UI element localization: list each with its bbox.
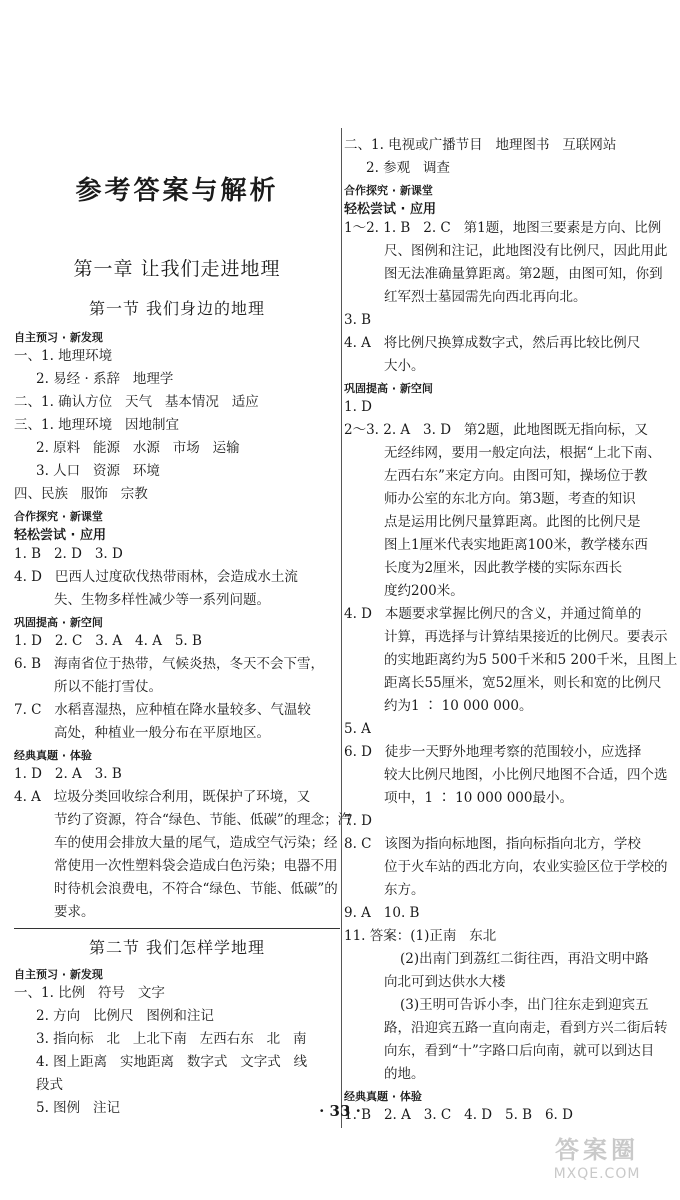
answer-line: 图无法准确量算距离。第2题，由图可知，你到 <box>384 266 663 282</box>
answer-line: 4. 图上距离 实地距离 数字式 文字式 线 <box>36 1054 308 1070</box>
answer-line: 的实地距离约为5 500千米和5 200千米，且图上 <box>384 652 678 668</box>
answer-line: 图上1厘米代表实地距离100米，教学楼东西 <box>384 537 648 553</box>
answer-line: 项中，1 ∶ 10 000 000最小。 <box>384 790 573 806</box>
page-number: · 33 · <box>319 1102 361 1120</box>
answer-line: 计算，再选择与计算结果接近的比例尺。要表示 <box>384 629 668 645</box>
answer-line: 二、1. 电视或广播节目 地理图书 互联网站 <box>344 137 617 153</box>
answer-line: 1. D 2. A 3. B <box>14 766 122 782</box>
section-divider <box>14 928 340 929</box>
answer-line: 1. B 2. D 3. D <box>14 546 123 562</box>
answer-line: 所以不能打雪仗。 <box>54 679 162 695</box>
answer-line: 4. A 将比例尺换算成数字式，然后再比较比例尺 <box>344 335 641 351</box>
answer-line: (2)出南门到荔红二街往西，再沿文明中路 <box>400 951 649 967</box>
answer-line: 5. A <box>344 721 371 737</box>
answer-line: 位于火车站的西北方向，农业实验区位于学校的 <box>384 859 668 875</box>
section-title: 第一节 我们身边的地理 <box>88 299 266 318</box>
answer-line: 无经纬网，要用一般定向法，根据“上北下南、 <box>384 445 661 461</box>
answer-line: 3. 人口 资源 环境 <box>36 463 160 479</box>
right-column <box>344 134 678 1127</box>
answer-line: 四、民族 服饰 宗教 <box>14 486 148 502</box>
answer-line: 段式 <box>36 1077 63 1093</box>
answer-line: 2～3. 2. A 3. D 第2题，此地图既无指向标，又 <box>344 422 649 438</box>
answer-line: 1. B 2. A 3. C 4. D 5. B 6. D <box>344 1107 573 1123</box>
answer-line: 失、生物多样性减少等一系列问题。 <box>54 592 270 608</box>
answer-line: 尺、图例和注记，此地图没有比例尺，因此用此 <box>384 243 668 259</box>
answer-line: 1～2. 1. B 2. C 第1题，地图三要素是方向、比例 <box>344 220 662 236</box>
answer-line: 4. D 巴西人过度砍伐热带雨林，会造成水土流 <box>14 569 298 585</box>
subsection-heading: 巩固提高 · 新空间 <box>344 382 433 395</box>
answer-line: 11. 答案：(1)正南 东北 <box>344 928 497 944</box>
answer-line: 东方。 <box>384 882 425 898</box>
answer-line: 常使用一次性塑料袋会造成白色污染；电器不用 <box>54 858 338 874</box>
subsection-heading: 经典真题 · 体验 <box>344 1090 422 1103</box>
answer-line: 9. A 10. B <box>344 905 420 921</box>
answer-line: 4. A 垃圾分类回收综合利用，既保护了环境，又 <box>14 789 311 805</box>
answer-line: 较大比例尺地图，小比例尺地图不合适，四个选 <box>384 767 668 783</box>
watermark-top: 答案圈 <box>555 1136 639 1164</box>
answer-line: 长度为2厘米，因此教学楼的实际东西长 <box>384 560 623 576</box>
subsection-heading: 自主预习 · 新发现 <box>14 331 103 344</box>
answer-line: 的地。 <box>384 1066 425 1082</box>
subsection-heading: 合作探究 · 新课堂 <box>14 510 103 523</box>
answer-line: 要求。 <box>54 904 95 920</box>
answer-line: 向东，看到“十”字路口后向南，就可以到达目 <box>384 1043 655 1059</box>
column-divider <box>341 128 342 1128</box>
subsection-heading: 轻松尝试 · 应用 <box>14 528 106 543</box>
answer-line: 一、1. 地理环境 <box>14 348 113 364</box>
answer-line: 点是运用比例尺量算距离。此图的比例尺是 <box>384 514 641 530</box>
answer-line: 节约了资源，符合“绿色、节能、低碳”的理念；汽 <box>54 812 352 828</box>
answer-line: 5. 图例 注记 <box>36 1100 121 1116</box>
answer-line: 2. 方向 比例尺 图例和注记 <box>36 1008 214 1024</box>
answer-line: 师办公室的东北方向。第3题，考查的知识 <box>384 491 636 507</box>
answer-line: 4. D 本题要求掌握比例尺的含义，并通过简单的 <box>344 606 642 622</box>
answer-line: 2. 参观 调查 <box>366 160 451 176</box>
answer-line: 时待机会浪费电，不符合“绿色、节能、低碳”的 <box>54 881 338 897</box>
chapter-title: 第一章 让我们走进地理 <box>73 258 281 280</box>
answer-line: 6. D 徒步一天野外地理考察的范围较小，应选择 <box>344 744 642 760</box>
answer-line: 红军烈士墓园需先向西北再向北。 <box>384 289 587 305</box>
answer-line: 2. 原料 能源 水源 市场 运输 <box>36 440 240 456</box>
answer-line: 7. D <box>344 813 372 829</box>
subsection-heading: 合作探究 · 新课堂 <box>344 184 433 197</box>
answer-line: 一、1. 比例 符号 文字 <box>14 985 165 1001</box>
answer-line: 左西右东”来定方向。由图可知，操场位于教 <box>384 468 648 484</box>
answer-line: 6. B 海南省位于热带，气候炎热，冬天不会下雪， <box>14 656 324 672</box>
answer-line: 3. 指向标 北 上北下南 左西右东 北 南 <box>36 1031 307 1047</box>
left-column <box>14 296 352 1120</box>
answer-line: 大小。 <box>384 358 425 374</box>
page-title: 参考答案与解析 <box>75 176 279 206</box>
answer-line: (3)王明可告诉小李，出门往东走到迎宾五 <box>400 997 649 1013</box>
answer-line: 车的使用会排放大量的尾气，造成空气污染；经 <box>54 835 338 851</box>
answer-line: 2. 易经 · 系辞 地理学 <box>36 371 174 387</box>
left-column-body <box>14 329 352 1120</box>
answer-line: 7. C 水稻喜湿热，应种植在降水量较多、气温较 <box>14 702 311 718</box>
answer-line: 距离长55厘米，宽52厘米，则长和宽的比例尺 <box>384 675 662 691</box>
answer-line: 3. B <box>344 312 372 328</box>
answer-line: 向北可到达供水大楼 <box>384 974 506 990</box>
answer-line: 约为1 ∶ 10 000 000。 <box>384 698 533 714</box>
watermark-bottom: MXQE.COM <box>553 1166 641 1182</box>
answer-line: 高处，种植业一般分布在平原地区。 <box>54 725 270 741</box>
watermark-logo <box>522 1134 672 1194</box>
subsection-heading: 巩固提高 · 新空间 <box>14 616 103 629</box>
answer-line: 路，沿迎宾五路一直向南走，看到方兴二街后转 <box>384 1020 668 1036</box>
answer-line: 二、1. 确认方位 天气 基本情况 适应 <box>14 394 259 410</box>
answer-line: 1. D <box>344 399 372 415</box>
answer-line: 三、1. 地理环境 因地制宜 <box>14 417 180 433</box>
subsection-heading: 自主预习 · 新发现 <box>14 968 103 981</box>
subsection-heading: 经典真题 · 体验 <box>14 749 92 762</box>
right-column-body <box>344 134 678 1127</box>
subsection-heading: 轻松尝试 · 应用 <box>344 202 436 217</box>
answer-line: 1. D 2. C 3. A 4. A 5. B <box>14 633 202 649</box>
answer-line: 8. C 该图为指向标地图，指向标指向北方，学校 <box>344 836 641 852</box>
section-title: 第二节 我们怎样学地理 <box>88 938 266 957</box>
answer-line: 度约200米。 <box>384 583 464 599</box>
